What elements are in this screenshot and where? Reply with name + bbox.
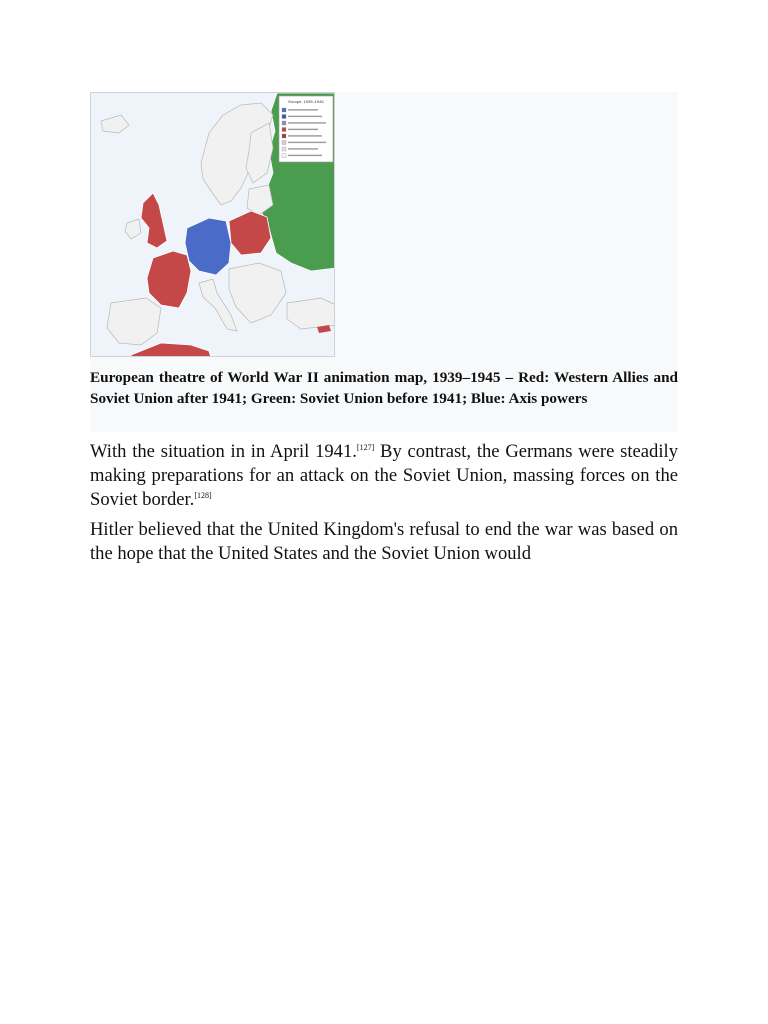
figure-block [90,92,678,432]
legend-swatch [282,121,286,125]
legend-label-line [288,148,318,149]
paragraph-1-text-middle: By contrast, the Germans were steadily making preparations for an attack on the Soviet Union, massing forces on the Soviet border. [90,441,678,510]
legend-swatch [282,128,286,132]
map-legend [279,96,333,162]
citation-ref-127[interactable]: [127] [356,443,375,452]
body-paragraph-2: Hitler believed that the United Kingdom's refusal to end the war was based on the hope that the United States and the Soviet Union would [90,519,678,564]
map-legend-title: Europe, 1939–1945 [288,99,324,104]
legend-label-line [288,109,318,110]
citation-ref-128[interactable]: [128] [194,491,212,500]
legend-label-line [288,142,326,143]
legend-swatch [282,134,286,138]
paragraph-1-text-before: With the situation in in April 1941. [90,441,357,462]
legend-label-line [288,122,326,123]
legend-label-line [288,155,322,156]
europe-map-graphic [91,93,335,357]
legend-label-line [288,129,318,130]
legend-label-line [288,135,322,136]
legend-label-line [288,116,322,117]
figure-caption: European theatre of World War II animation map, 1939–1945 – Red: Western Allies and Soviet Union after 1941; Green: Soviet Union before 1941; Blue: Axis powers [90,369,678,407]
legend-swatch [282,115,286,119]
legend-swatch [282,147,286,151]
legend-swatch [282,141,286,145]
europe-map-image [90,92,335,357]
legend-swatch [282,154,286,158]
turkey-region [287,298,335,329]
legend-swatch [282,108,286,112]
body-paragraph-1 [90,440,678,512]
